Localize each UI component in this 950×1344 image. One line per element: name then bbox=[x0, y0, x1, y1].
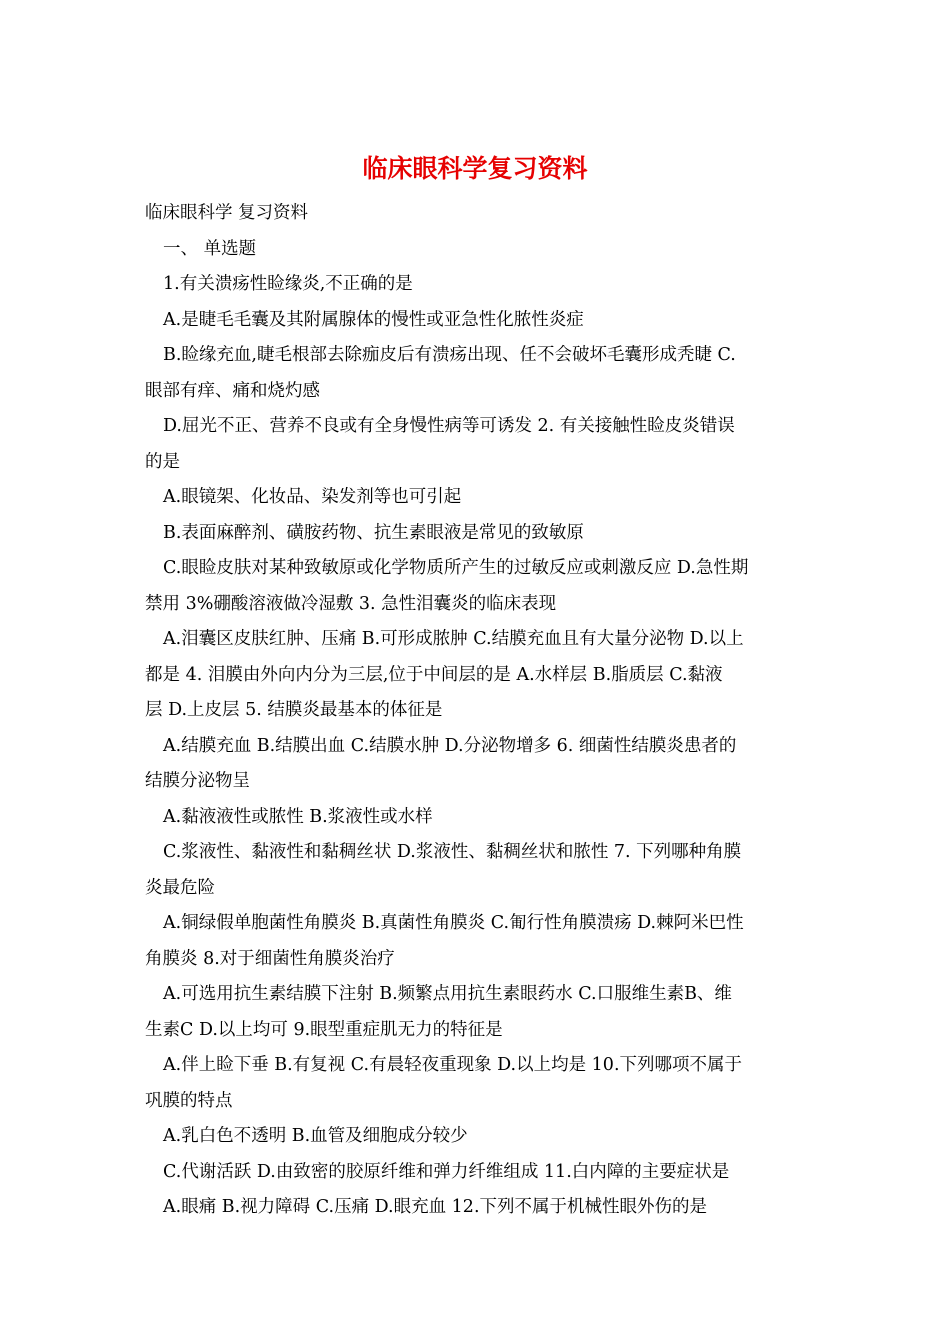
text-line: B.表面麻醉剂、磺胺药物、抗生素眼液是常见的致敏原 bbox=[163, 522, 584, 543]
text-line: 的是 bbox=[145, 451, 180, 472]
text-line: 层 D.上皮层 5. 结膜炎最基本的体征是 bbox=[145, 700, 443, 720]
text-line: A.是睫毛毛囊及其附属腺体的慢性或亚急性化脓性炎症 bbox=[163, 309, 584, 330]
text-line: A.黏液液性或脓性 B.浆液性或水样 bbox=[163, 806, 433, 827]
text-line: A.可选用抗生素结膜下注射 B.频繁点用抗生素眼药水 C.口服维生素B、维 bbox=[163, 984, 732, 1004]
document-body bbox=[145, 196, 810, 1226]
text-line: 禁用 3%硼酸溶液做冷湿敷 3. 急性泪囊炎的临床表现 bbox=[145, 593, 557, 614]
text-line: A.眼镜架、化妆品、染发剂等也可引起 bbox=[163, 487, 462, 507]
text-line: 1.有关溃疡性睑缘炎,不正确的是 bbox=[163, 274, 413, 294]
text-line: A.铜绿假单胞菌性角膜炎 B.真菌性角膜炎 C.匍行性角膜溃疡 D.棘阿米巴性 bbox=[163, 913, 744, 933]
text-line: 都是 4. 泪膜由外向内分为三层,位于中间层的是 A.水样层 B.脂质层 C.黏液 bbox=[145, 664, 723, 685]
section-heading: 一、 单选题 bbox=[163, 238, 257, 259]
text-line: A.泪囊区皮肤红肿、压痛 B.可形成脓肿 C.结膜充血且有大量分泌物 D.以上 bbox=[163, 629, 744, 649]
text-line: A.结膜充血 B.结膜出血 C.结膜水肿 D.分泌物增多 6. 细菌性结膜炎患者的 bbox=[163, 735, 737, 756]
text-line: 角膜炎 8.对于细菌性角膜炎治疗 bbox=[145, 948, 395, 969]
text-line: B.睑缘充血,睫毛根部去除痂皮后有溃疡出现、任不会破坏毛囊形成秃睫 C. bbox=[163, 345, 736, 365]
text-line: C.浆液性、黏液性和黏稠丝状 D.浆液性、黏稠丝状和脓性 7. 下列哪种角膜 bbox=[163, 842, 742, 862]
text-line: 生素C D.以上均可 9.眼型重症肌无力的特征是 bbox=[145, 1019, 503, 1040]
text-line: 炎最危险 bbox=[145, 877, 215, 898]
text-line: A.伴上睑下垂 B.有复视 C.有晨轻夜重现象 D.以上均是 10.下列哪项不属于 bbox=[163, 1055, 743, 1075]
text-line: 结膜分泌物呈 bbox=[145, 771, 250, 791]
text-line: C.眼睑皮肤对某种致敏原或化学物质所产生的过敏反应或刺激反应 D.急性期 bbox=[163, 558, 749, 578]
subtitle-line: 临床眼科学 复习资料 bbox=[145, 203, 309, 223]
text-line: 眼部有痒、痛和烧灼感 bbox=[145, 380, 320, 401]
text-line: 巩膜的特点 bbox=[145, 1090, 233, 1111]
text-line: D.屈光不正、营养不良或有全身慢性病等可诱发 2. 有关接触性睑皮炎错误 bbox=[163, 416, 735, 436]
document-title: 临床眼科学复习资料 bbox=[362, 154, 588, 183]
text-line: C.代谢活跃 D.由致密的胶原纤维和弹力纤维组成 11.白内障的主要症状是 bbox=[163, 1161, 730, 1182]
text-line: A.乳白色不透明 B.血管及细胞成分较少 bbox=[163, 1126, 468, 1146]
text-line: A.眼痛 B.视力障碍 C.压痛 D.眼充血 12.下列不属于机械性眼外伤的是 bbox=[163, 1197, 708, 1217]
